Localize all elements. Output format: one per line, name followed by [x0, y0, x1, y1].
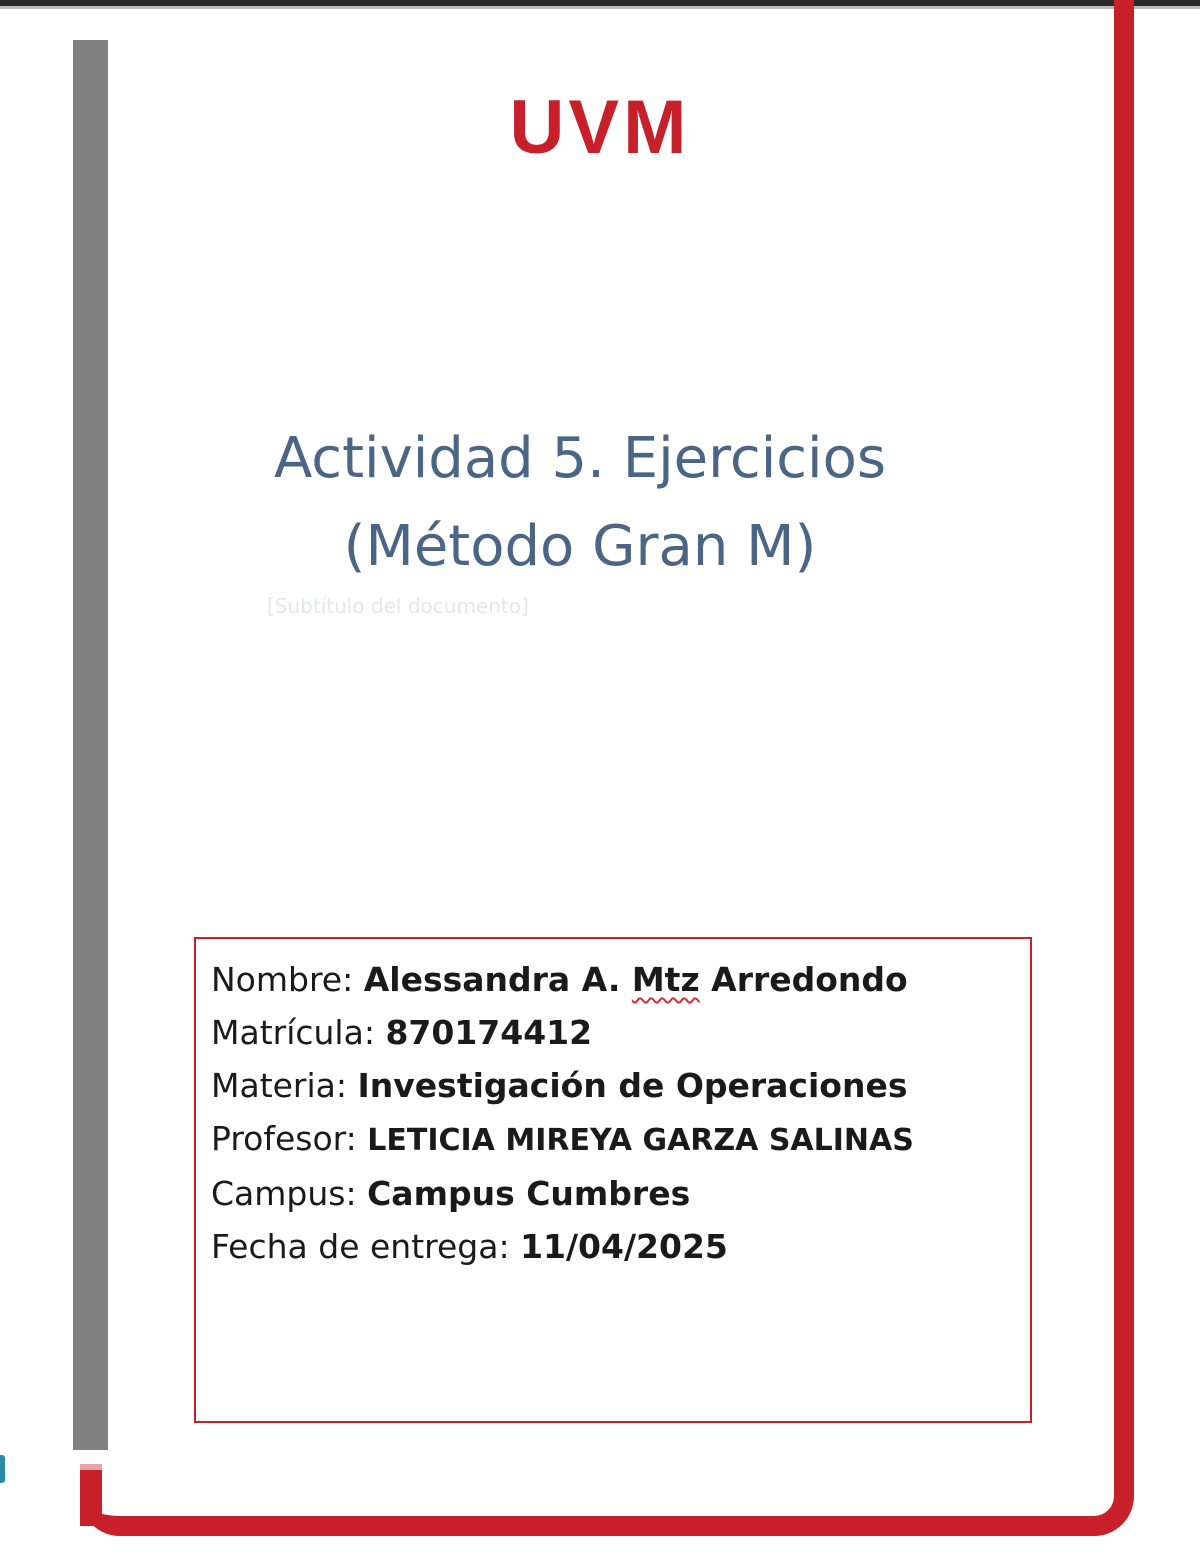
matricula-value: 870174412 [385, 1013, 593, 1052]
profesor-value: LETICIA MIREYA GARZA SALINAS [367, 1123, 914, 1158]
spellcheck-flagged-word[interactable]: Mtz [631, 960, 700, 999]
materia-value: Investigación de Operaciones [357, 1066, 908, 1105]
document-title-line-2: (Método Gran M) [343, 514, 817, 579]
nombre-value-part-3: Arredondo [699, 960, 908, 999]
red-border-frame-left-stub [80, 1466, 104, 1526]
info-row-profesor [211, 1112, 1030, 1167]
campus-value: Campus Cumbres [367, 1174, 691, 1213]
info-row-fecha [211, 1220, 1030, 1273]
fecha-label: Fecha de entrega: [211, 1227, 521, 1266]
materia-label: Materia: [211, 1066, 358, 1105]
matricula-label: Matrícula: [211, 1013, 386, 1052]
uvm-logo: UVM [509, 85, 691, 170]
student-info-box [194, 937, 1032, 1423]
fecha-value: 11/04/2025 [520, 1227, 728, 1266]
campus-label: Campus: [211, 1174, 368, 1213]
document-title [180, 415, 980, 591]
red-border-frame-cap [80, 1464, 102, 1470]
profesor-label: Profesor: [211, 1119, 368, 1158]
document-subtitle-placeholder[interactable]: [Subtítulo del documento] [267, 594, 529, 618]
nombre-label: Nombre: [211, 960, 364, 999]
nombre-value [364, 960, 908, 999]
edge-marker [0, 1455, 5, 1483]
info-row-nombre [211, 953, 1030, 1006]
info-row-campus [211, 1167, 1030, 1220]
nombre-value-part-1: Alessandra A. [363, 960, 632, 999]
info-row-matricula [211, 1006, 1030, 1059]
document-title-line-1: Actividad 5. Ejercicios [273, 426, 887, 491]
info-row-materia [211, 1059, 1030, 1112]
